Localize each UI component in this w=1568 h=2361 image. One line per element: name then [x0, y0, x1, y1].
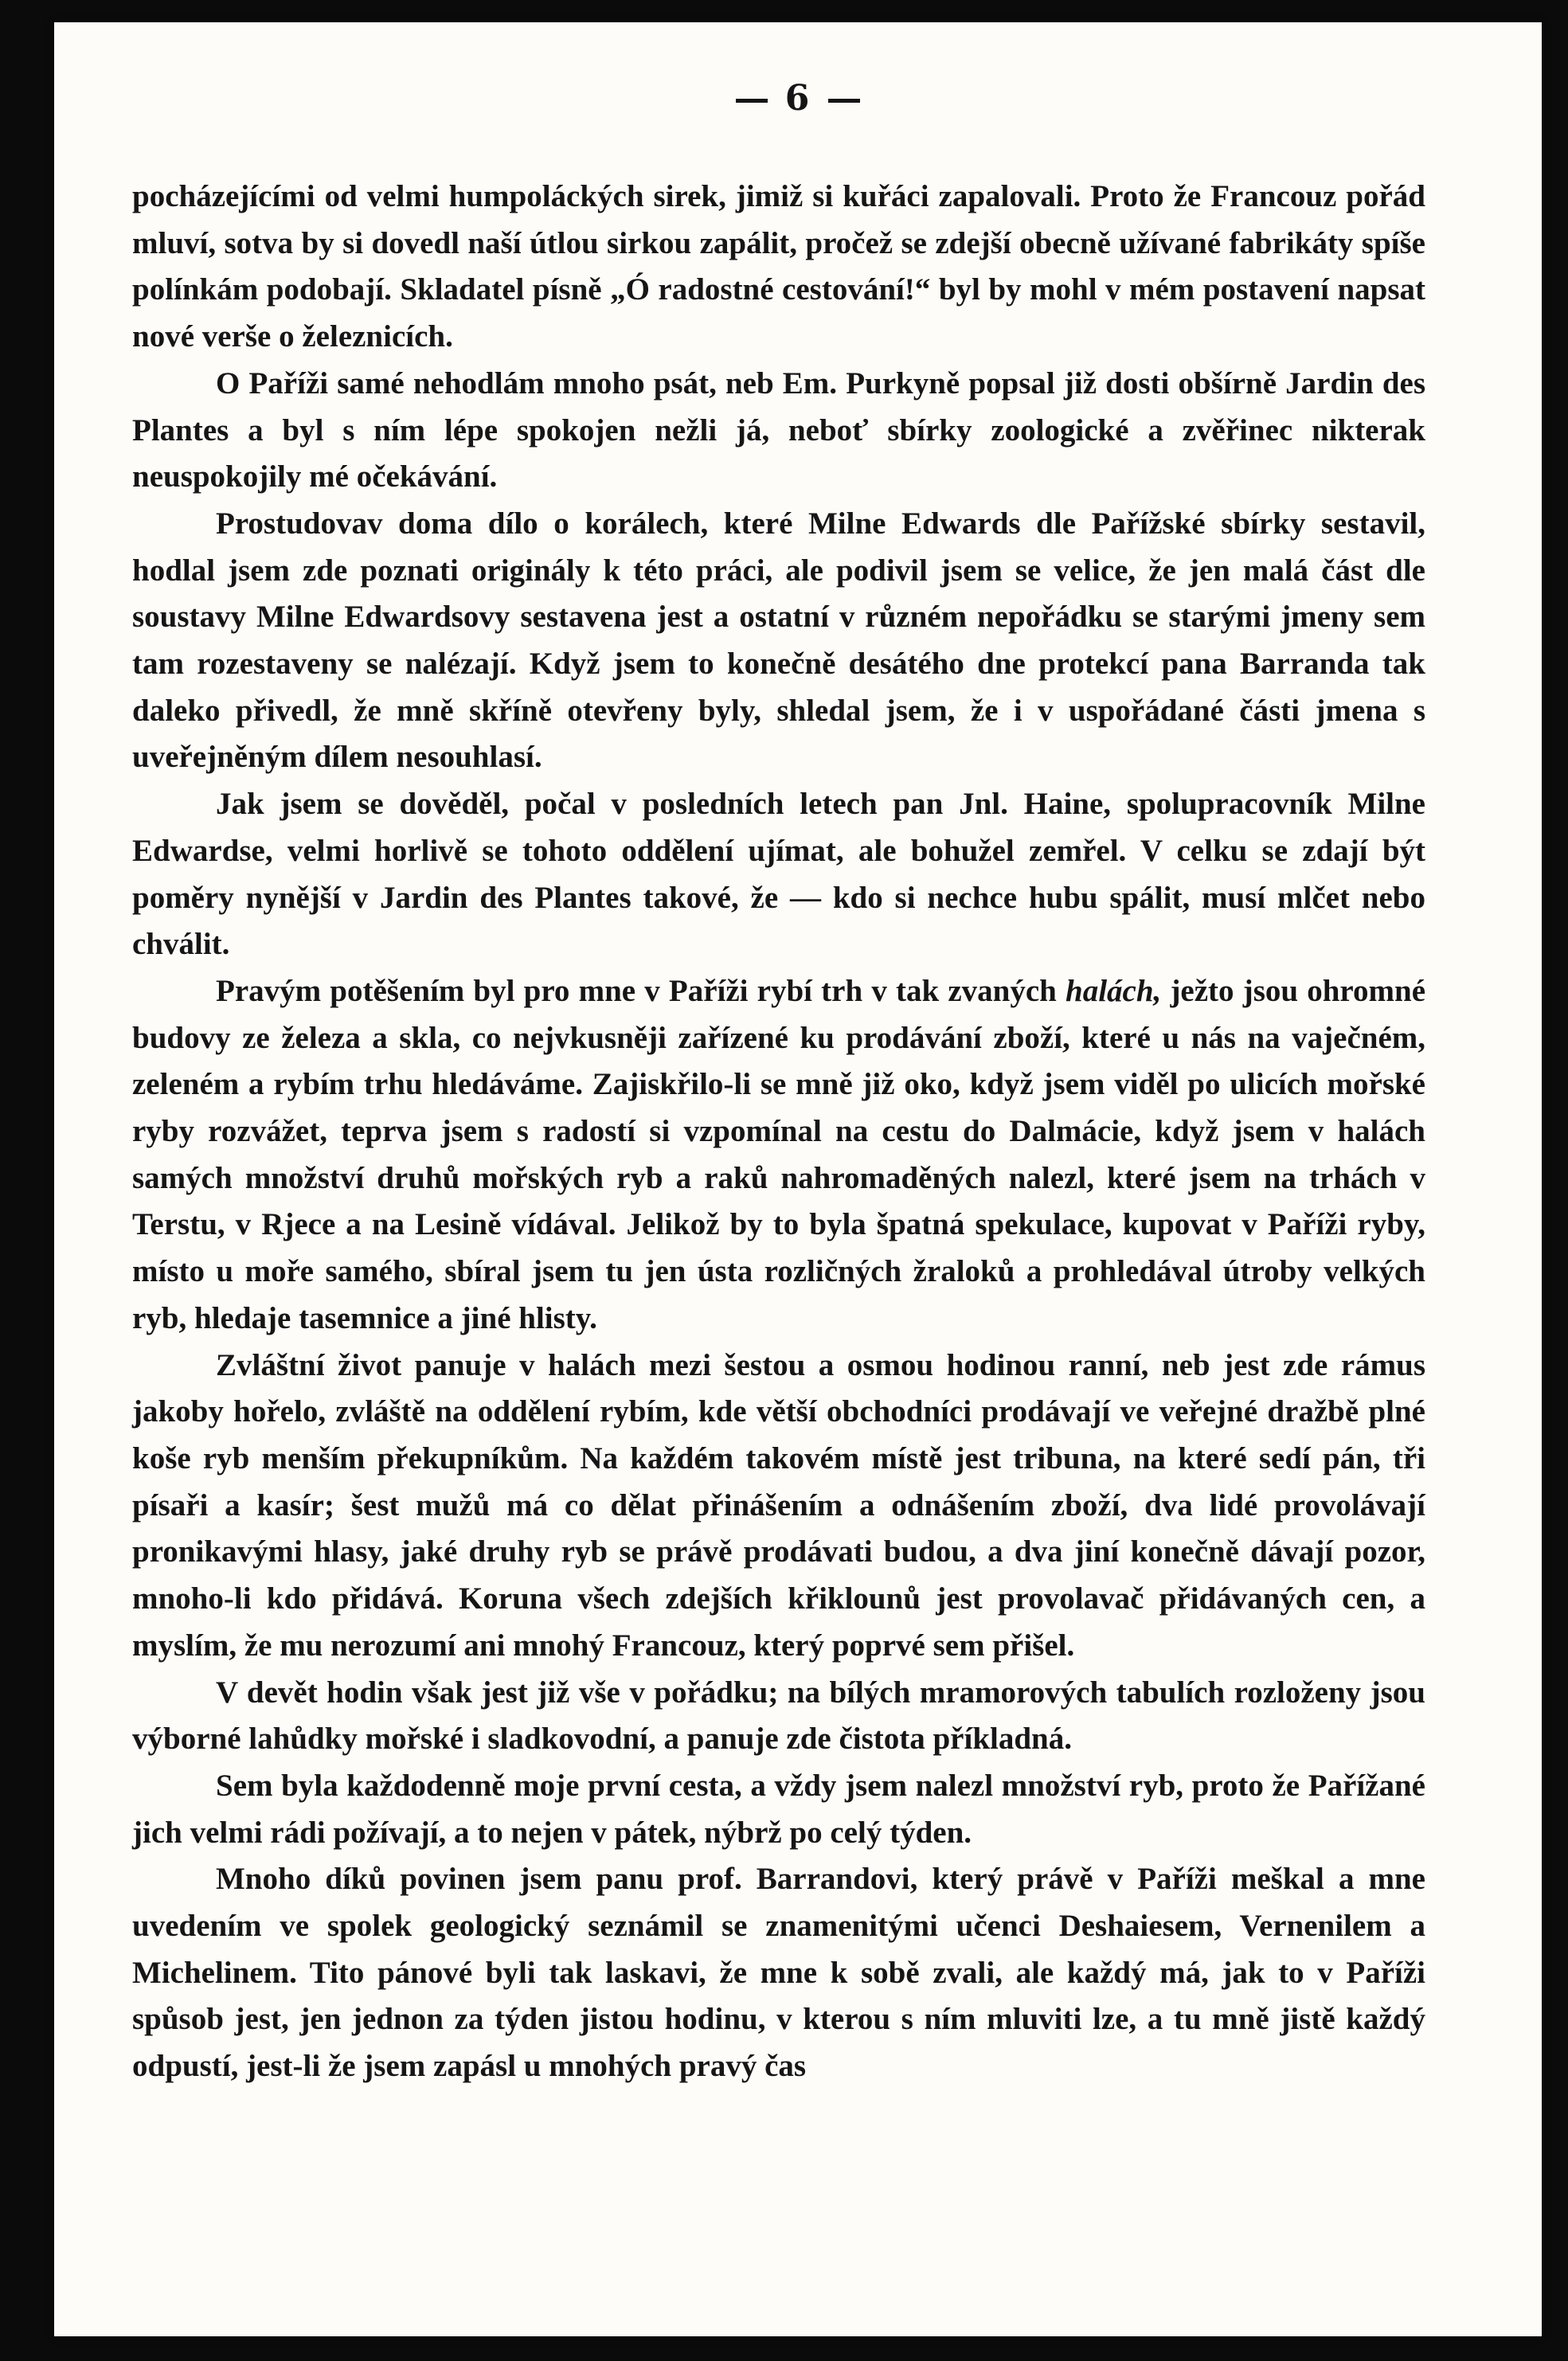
paragraph-1: pocházejícími od velmi humpoláckých sirek, jimiž si kuřáci zapalovali. Proto že Francouz pořád mluví, sotva by si dovedl naší útlou sirkou zapálit, pročež se zdejší obecně užívané fabrikáty spíše polínkám podobají. Skladatel písně „Ó radostné cestování!“ byl by mohl v mém postavení napsat nové verše o železnicích. — [132, 179, 1425, 354]
body-text — [132, 174, 1425, 2090]
paragraph-5 — [132, 968, 1425, 1343]
paragraph-6: Zvláštní život panuje v halách mezi šestou a osmou hodinou ranní, neb jest zde rámus jakoby hořelo, zvláště na oddělení rybím, kde větší obchodníci prodávají ve veřejné dražbě plné koše ryb menším překupníkům. Na každém takovém místě jest tribuna, na které sedí pán, tři písaři a kasír; šest mužů má co dělat přinášením a odnášením zboží, dva lidé provolávají pronikavými hlasy, jaké druhy ryb se právě prodávati budou, a dva jiní konečně dávají pozor, mnoho-li kdo přidává. Koruna všech zdejších křiklounů jest provolavač přidávaných cen, a myslím, že mu nerozumí ani mnohý Francouz, který poprvé sem přišel. — [132, 1347, 1425, 1663]
page-number-dash-right — [828, 99, 860, 103]
paragraph-9: Mnoho díků povinen jsem panu prof. Barrandovi, který právě v Paříži meškal a mne uvedením ve spolek geologický seznámil se znamenitými učenci Deshaiesem, Vernenilem a Michelinem. Tito pánové byli tak laskavi, že mne k sobě zvali, ale každý má, jak to v Paříži spůsob jest, jen jednon za týden jistou hodinu, v kterou s ním mluviti lze, a tu mně jistě každý odpustí, jest-li že jsem zapásl u mnohých pravý čas — [132, 1862, 1425, 2084]
paragraph-5-start: Pravým potěšením byl pro mne v Paříži rybí trh v tak zvaných — [216, 973, 1066, 1008]
paragraph-7: V devět hodin však jest již vše v pořádku; na bílých mramorových tabulích rozloženy jsou výborné lahůdky mořské i sladkovodní, a panuje zde čistota příkladná. — [132, 1675, 1425, 1757]
paragraph-5-end: ježto jsou ohromné budovy ze železa a skla, co nejvkusněji zařízené ku prodávání zboží, které u nás na vaječném, zeleném a rybím trhu hledáváme. Zajiskřilo-li se mně již oko, když jsem viděl po ulicích mořské ryby rozvážet, teprva jsem s radostí si vzpomínal na cestu do Dalmácie, když jsem v halách samých množství druhů mořských ryb a raků nahromaděných nalezl, které jsem na trhách v Terstu, v Rjece a na Lesině vídával. Jelikož by to byla špatná spekulace, kupovat v Paříži ryby, místo u moře samého, sbíral jsem tu jen ústa rozličných žraloků a prohledával útroby velkých ryb, hledaje tasemnice a jiné hlisty. — [132, 973, 1426, 1335]
paragraph-8: Sem byla každodenně moje první cesta, a vždy jsem nalezl množství ryb, proto že Pařížané jich velmi rádi požívají, a to nejen v pátek, nýbrž po celý týden. — [132, 1768, 1425, 1850]
paragraph-5-italic: halách, — [1066, 973, 1162, 1008]
paragraph-3: Prostudovav doma dílo o korálech, které Milne Edwards dle Pařížské sbírky sestavil, hodlal jsem zde poznati originály k této práci, ale podivil jsem se velice, že jen malá část dle soustavy Milne Edwardsovy sestavena jest a ostatní v různém nepořádku se starými jmeny sem tam rozestaveny se nalézají. Když jsem to konečně desátého dne protekcí pana Barranda tak daleko přivedl, že mně skříně otevřeny byly, shledal jsem, že i v uspořádané části jmena s uveřejněným dílem nesouhlasí. — [132, 506, 1425, 775]
document-page — [54, 22, 1542, 2336]
page-number-dash-left — [736, 99, 768, 103]
paragraph-2: O Paříži samé nehodlám mnoho psát, neb Em. Purkyně popsal již dosti obšírně Jardin des Plantes a byl s ním lépe spokojen nežli já, neboť sbírky zoologické a zvěřinec nikterak neuspokojily mé očekávání. — [132, 365, 1425, 494]
page-number-value: 6 — [784, 78, 811, 119]
paragraph-4: Jak jsem se dověděl, počal v posledních letech pan Jnl. Haine, spolupracovník Milne Edwardse, velmi horlivě se tohoto oddělení ujímat, ale bohužel zemřel. V celku se zdají být poměry nynější v Jardin des Plantes takové, že — kdo si nechce hubu spálit, musí mlčet nebo chválit. — [132, 787, 1425, 962]
page-number — [54, 78, 1542, 119]
